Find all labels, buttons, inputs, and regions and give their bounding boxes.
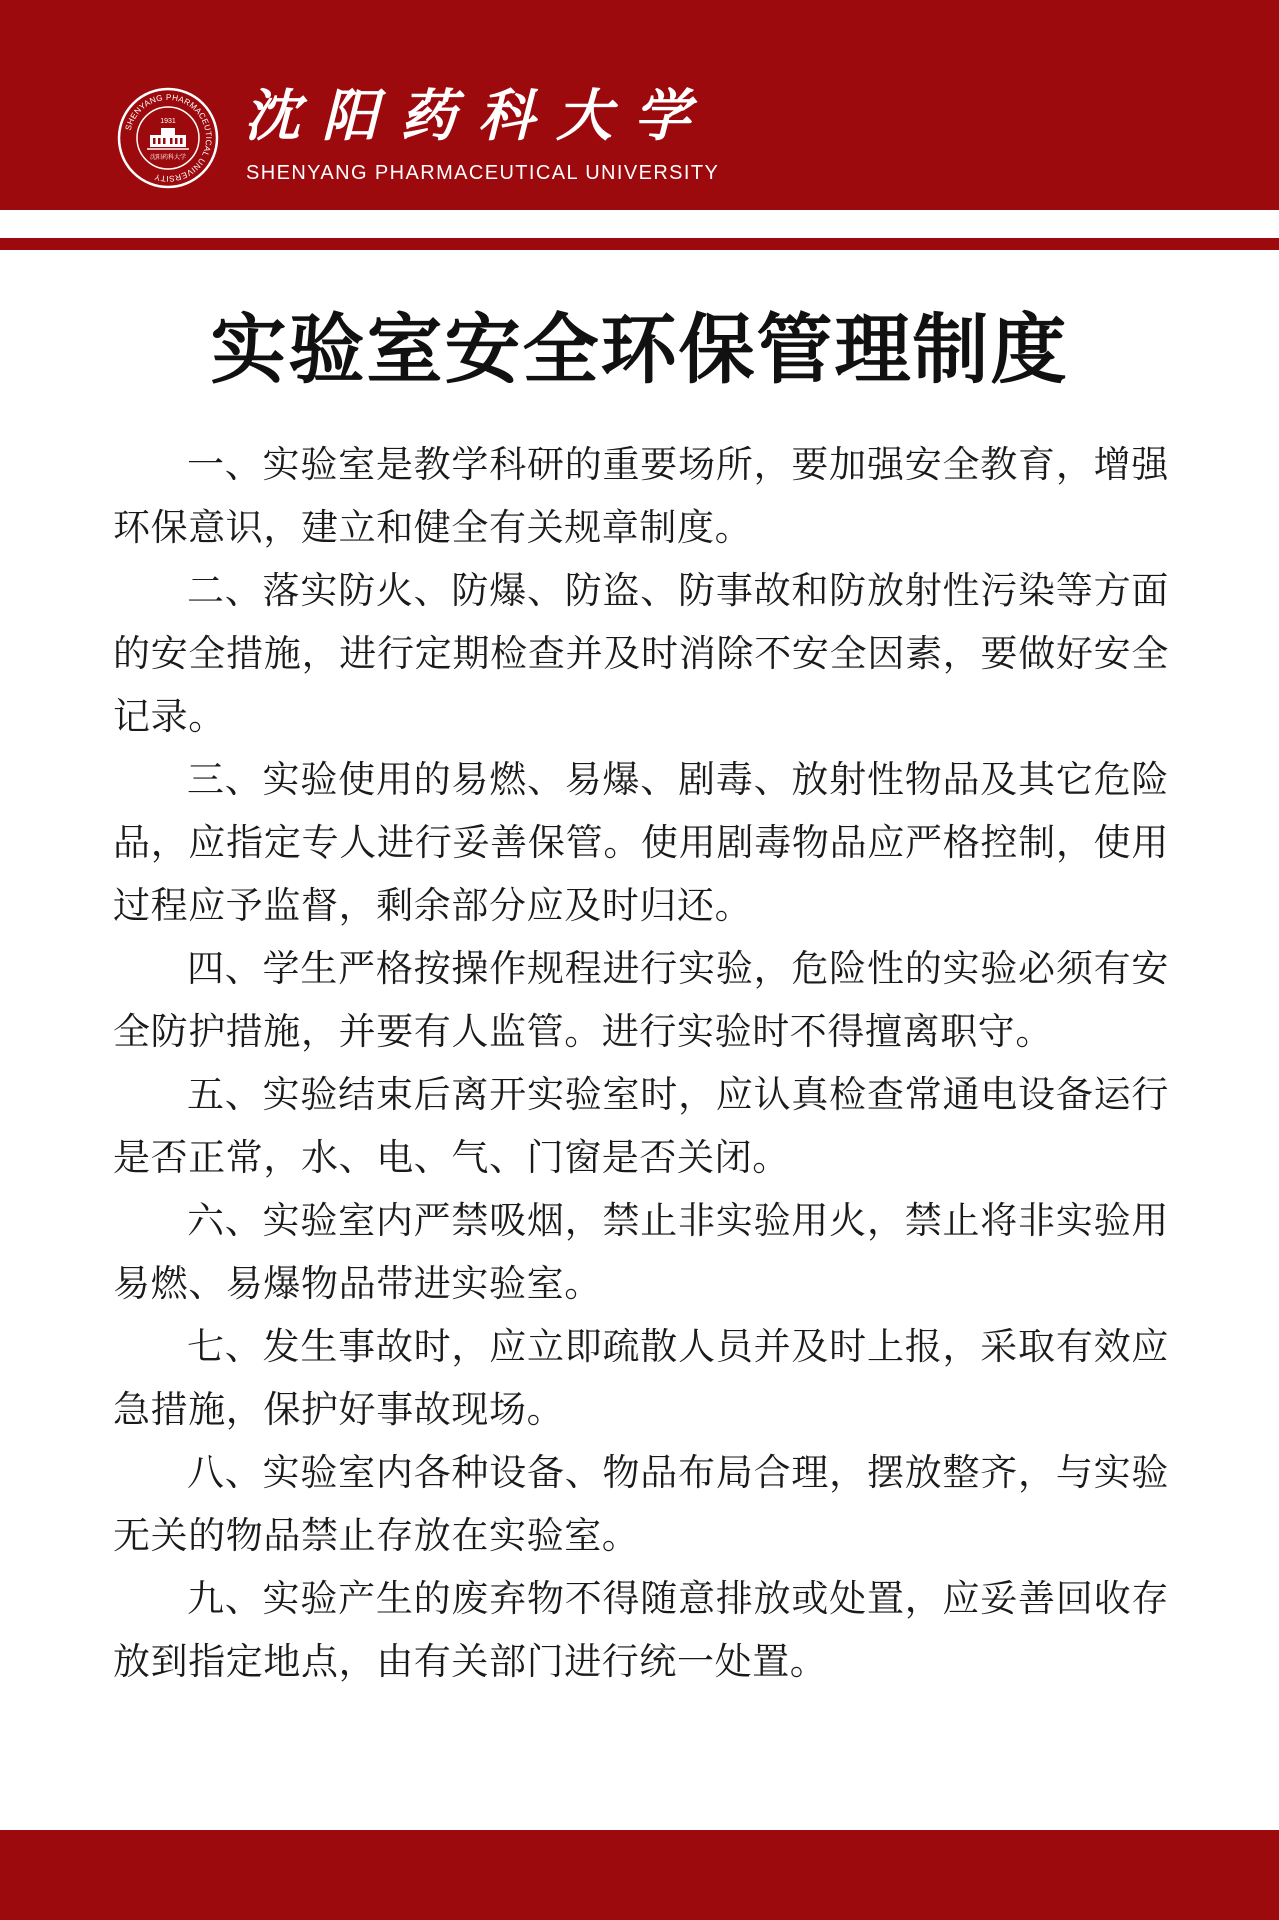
rule-item: 四、学生严格按操作规程进行实验，危险性的实验必须有安全防护措施，并要有人监管。进行实验时不得擅离职守。	[113, 947, 1169, 1053]
rule-item: 五、实验结束后离开实验室时，应认真检查常通电设备运行是否正常，水、电、气、门窗是否关闭。	[113, 1073, 1169, 1179]
seal-inner-text: 沈阳药科大学	[149, 154, 187, 161]
rule-item: 三、实验使用的易燃、易爆、剧毒、放射性物品及其它危险品，应指定专人进行妥善保管。使用剧毒物品应严格控制，使用过程应予监督，剩余部分应及时归还。	[113, 758, 1169, 927]
rule-item: 九、实验产生的废弃物不得随意排放或处置，应妥善回收存放到指定地点，由有关部门进行统一处置。	[113, 1577, 1169, 1683]
rules-list	[113, 433, 1169, 1693]
rule-item: 八、实验室内各种设备、物品布局合理，摆放整齐，与实验无关的物品禁止存放在实验室。	[113, 1451, 1169, 1557]
seal-year: 1931	[160, 118, 176, 125]
footer-band	[0, 1830, 1279, 1920]
rule-item: 二、落实防火、防爆、防盗、防事故和防放射性污染等方面的安全措施，进行定期检查并及时消除不安全因素，要做好安全记录。	[113, 569, 1169, 738]
rule-item: 一、实验室是教学科研的重要场所，要加强安全教育，增强环保意识，建立和健全有关规章制度。	[113, 443, 1169, 549]
document-title: 实验室安全环保管理制度	[210, 305, 1069, 394]
rule-item: 六、实验室内严禁吸烟，禁止非实验用火，禁止将非实验用易燃、易爆物品带进实验室。	[113, 1199, 1169, 1305]
university-name-english: SHENYANG PHARMACEUTICAL UNIVERSITY	[246, 162, 720, 184]
university-seal-icon	[117, 87, 219, 189]
university-name-chinese: 沈阳药科大学	[244, 83, 712, 149]
seal-ring-text: SHENYANG PHARMACEUTICAL UNIVERSITY	[123, 92, 214, 184]
header-divider-stripe	[0, 238, 1279, 250]
rule-item: 七、发生事故时，应立即疏散人员并及时上报，采取有效应急措施，保护好事故现场。	[113, 1325, 1169, 1431]
